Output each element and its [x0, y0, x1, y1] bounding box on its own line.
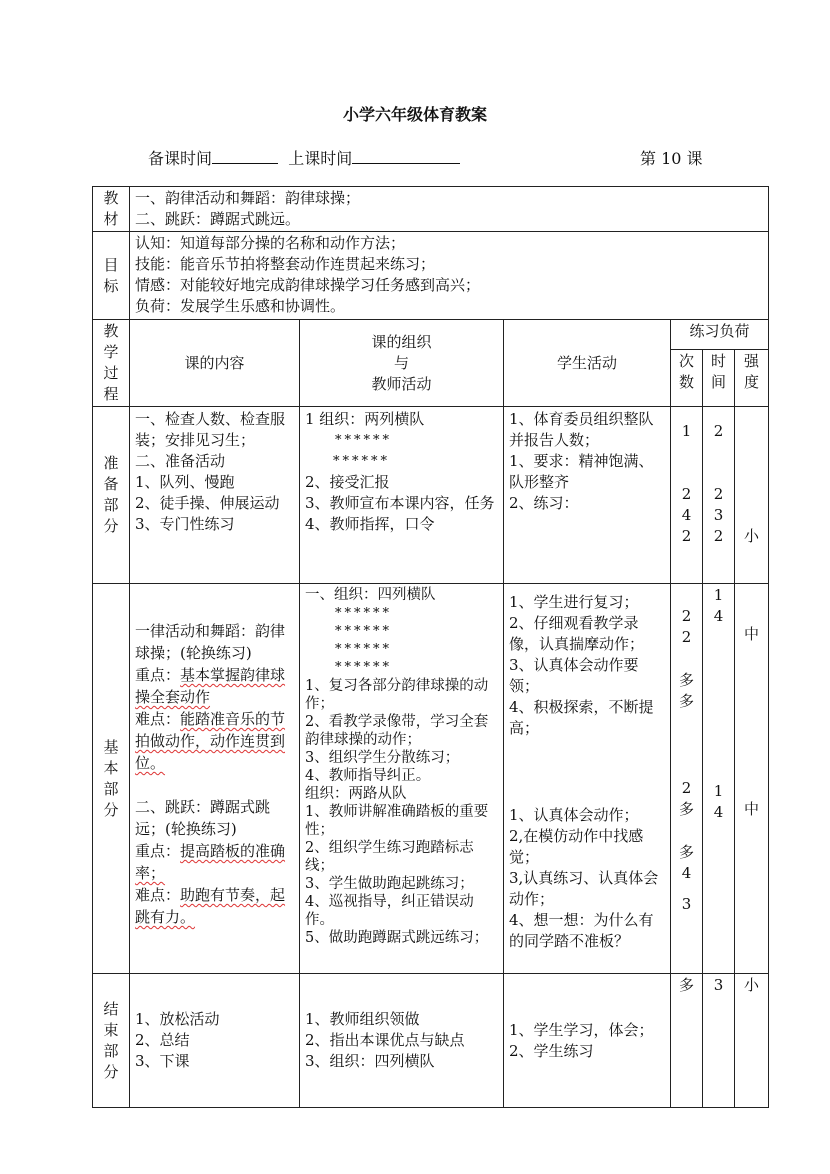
class-time-blank	[352, 147, 460, 164]
key-point: 基本掌握韵律球操全套动作	[135, 666, 286, 706]
formation-stars: ******	[333, 454, 390, 469]
key-point: 提高踏板的准确率；	[135, 842, 286, 882]
goals-content: 认知：知道每部分操的名称和动作方法； 技能：能音乐节拍将整套动作连贯起来练习； 情感：对能较好地完成韵律球操学习任务感到高兴； 负荷：发展学生乐感和协调性。	[130, 232, 769, 320]
prep-label: 准 备 部 分	[93, 407, 130, 584]
process-header: 教学 过程	[93, 320, 130, 407]
intensity-header: 强 度	[735, 350, 769, 407]
class-time-label: 上课时间	[288, 149, 353, 168]
basic-times: 2 2 多 多 2 多 多 4 3	[671, 584, 703, 974]
basic-intensity: 中 中	[735, 584, 769, 974]
prep-time-blank	[212, 147, 278, 164]
formation-stars: ******	[335, 624, 392, 639]
prep-time-field	[148, 146, 460, 169]
end-section-row	[93, 974, 769, 1108]
basic-duration: 1 4 1 4	[703, 584, 735, 974]
materials-content: 一、韵律活动和舞蹈：韵律球操； 二、跳跃：蹲踞式跳远。	[130, 187, 769, 232]
content-header: 课的内容	[130, 320, 300, 407]
end-intensity: 小	[735, 974, 769, 1108]
difficulty-point: 能踏准音乐的节拍做动作，动作连贯到位。	[135, 710, 286, 772]
goals-row	[93, 232, 769, 320]
end-duration: 3	[703, 974, 735, 1108]
prep-intensity: 小	[735, 407, 769, 584]
basic-section-row	[93, 584, 769, 974]
end-organization: 1、教师组织领做 2、指出本课优点与缺点 3、组织：四列横队	[300, 974, 504, 1108]
times-header: 次 数	[671, 350, 703, 407]
org-header: 课的组织 与 教师活动	[300, 320, 504, 407]
page-title: 小学六年级体育教案	[342, 105, 487, 124]
end-times: 多	[671, 974, 703, 1108]
end-student: 1、学生学习，体会； 2、学生练习	[504, 974, 671, 1108]
load-header: 练习负荷	[671, 320, 769, 350]
difficulty-point: 助跑有节奏，起跳有力。	[135, 886, 286, 926]
end-content: 1、放松活动 2、总结 3、下课	[130, 974, 300, 1108]
formation-stars: ******	[335, 433, 392, 448]
prep-times: 1 2 4 2	[671, 407, 703, 584]
student-header: 学生活动	[504, 320, 671, 407]
basic-organization: 一、组织：四列横队 ****** ****** ****** ****** 1、复习各部分韵律球操的动作； 2、看教学录像带，学习全套韵律球操的动作； 3、组织学生分散练习； 4、教师指导纠正。 组织：两路从队 1、教师讲解准确踏板的重要性； 2、组织学生练习跑踏标志线； 3、学生做助跑起跳练习； 4、巡视指导，纠正错误动作。 5、做助跑蹲踞式跳远练习；	[300, 584, 504, 974]
prep-organization: 1 组织：两列横队 ****** ****** 2、接受汇报 3、教师宣布本课内容，任务 4、教师指挥，口令	[300, 407, 504, 584]
basic-label: 基 本 部 分	[93, 584, 130, 974]
basic-content: 一律活动和舞蹈：韵律球操；(轮换练习) 重点：基本掌握韵律球操全套动作 难点：能踏准音乐的节拍做动作，动作连贯到位。 二、跳跃：蹲踞式跳远；(轮换练习) 重点：提高踏板的准确率； 难点：助跑有节奏，起跳有力。	[130, 584, 300, 974]
prep-student: 1、体育委员组织整队并报告人数； 1、要求：精神饱满、队形整齐 2、练习：	[504, 407, 671, 584]
formation-stars: ******	[335, 660, 392, 675]
prep-section-row	[93, 407, 769, 584]
lesson-plan-table	[92, 186, 769, 1108]
materials-row	[93, 187, 769, 232]
lesson-number: 第 10 课	[640, 149, 703, 168]
prep-content: 一、检查人数、检查服装；安排见习生； 二、准备活动 1、队列、慢跑 2、徒手操、伸展运动 3、专门性练习	[130, 407, 300, 584]
prep-time-label: 备课时间	[148, 149, 213, 168]
duration-header: 时 间	[703, 350, 735, 407]
formation-stars: ******	[335, 606, 392, 621]
materials-label: 教 材	[93, 187, 130, 232]
basic-student: 1、学生进行复习； 2、仔细观看教学录像，认真揣摩动作； 3、认真体会动作要领； 4、积极探索，不断提高； 1、认真体会动作； 2,在模仿动作中找感觉； 3,认真练习、认真体会动作； 4、想一想：为什么有的同学踏不准板？	[504, 584, 671, 974]
prep-duration: 2 2 3 2	[703, 407, 735, 584]
goals-label: 目 标	[93, 232, 130, 320]
end-label: 结 束 部 分	[93, 974, 130, 1108]
formation-stars: ******	[335, 642, 392, 657]
column-header-row	[93, 320, 769, 350]
